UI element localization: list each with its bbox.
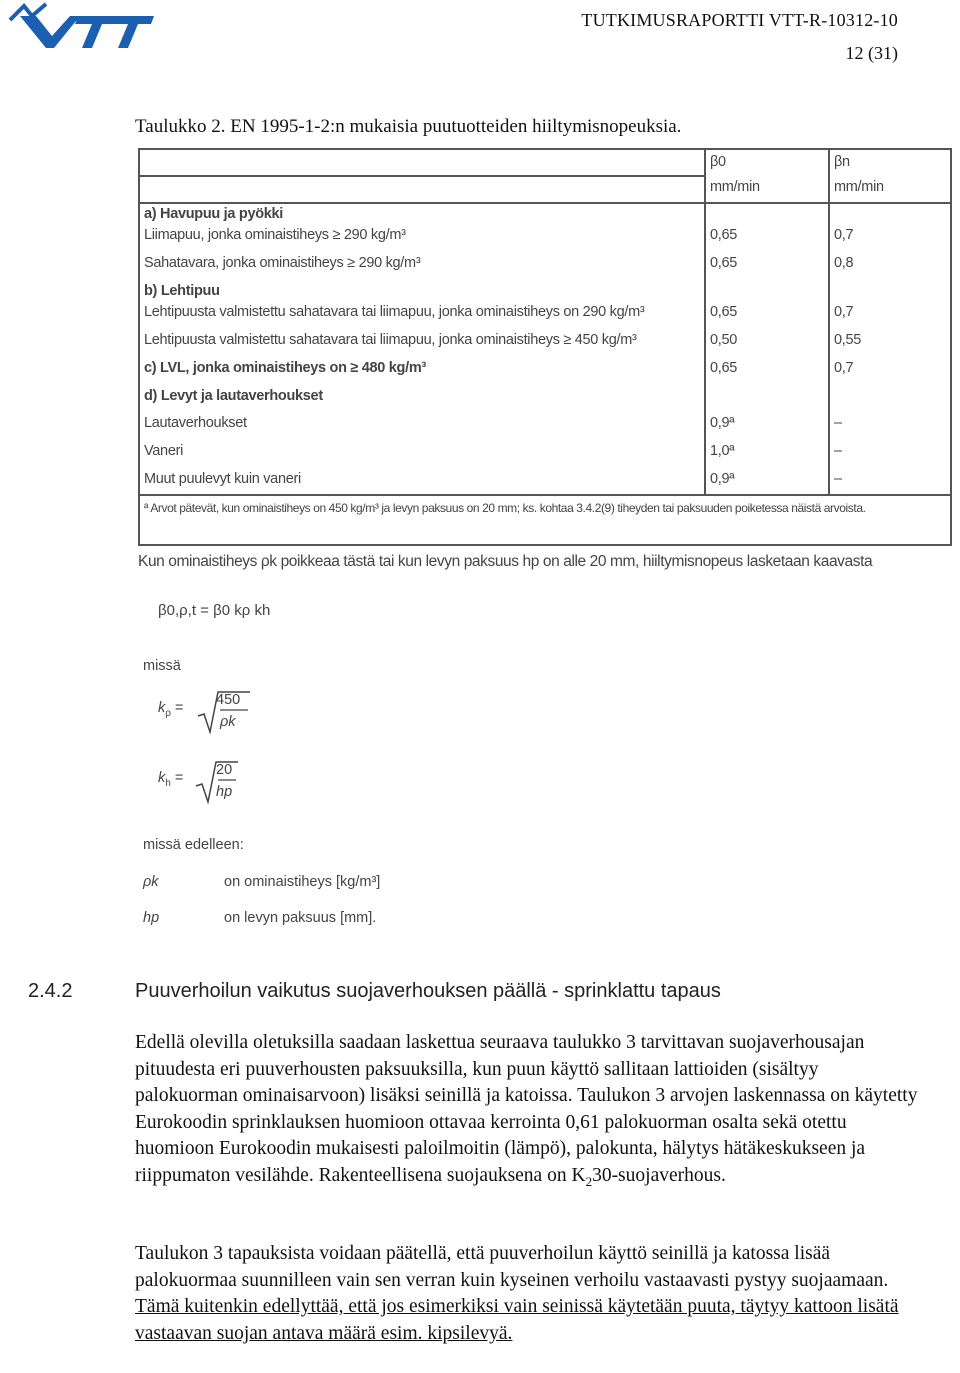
table-row-label: c) LVL, jonka ominaistiheys on ≥ 480 kg/m³: [144, 360, 426, 376]
where-label: missä: [143, 658, 181, 674]
table-row-beta0: 0,9ª: [710, 471, 735, 487]
table-row-betan: –: [834, 443, 842, 459]
table-row-betan: –: [834, 415, 842, 431]
kh-numerator: 20: [216, 762, 233, 778]
paragraph-1-tail: 30-suojaverhous.: [592, 1164, 726, 1186]
table-row-label: d) Levyt ja lautaverhoukset: [144, 388, 323, 404]
hp-symbol: hp: [143, 910, 160, 926]
table-row-label: b) Lehtipuu: [144, 283, 220, 299]
kp-denominator: ρk: [220, 714, 236, 730]
table-row-beta0: 0,65: [710, 304, 738, 320]
table-row-betan: 0,7: [834, 227, 854, 243]
kh-denominator: hp: [216, 784, 233, 800]
paragraph-2: [135, 1241, 925, 1347]
betan-unit: mm/min: [834, 179, 884, 195]
paragraph-1-text: Edellä olevilla oletuksilla saadaan laskettua seuraava taulukko 3 tarvittavan suojaverhousajan pituudesta eri puuverhousten paksuuksilla, kun puun käyttö sallitaan lattioiden (sisältyy palokuorman ominaisarvoon) lisäksi seinillä ja katoissa. Taulukon 3 arvojen laskennassa on käytetty Eurokoodin sprinklauksen huomioon ottavaa kerrointa 0,61 palokuorman osalta sekä otettu huomioon Eurokoodin mukaisesti paloilmoitin (lämpö), palokunta, hälytys hätäkeskukseen ja riippumaton vesilähde. Rakenteellisena suojauksena on K: [135, 1032, 918, 1186]
table-row-beta0: 0,65: [710, 360, 738, 376]
rho-description: on ominaistiheys [kg/m³]: [224, 874, 381, 890]
table-row-beta0: 0,9ª: [710, 415, 735, 431]
table-footnote: ª Arvot pätevät, kun ominaistiheys on 450 kg/m³ ja levyn paksuus on 20 mm; ks. kohtaa 3.4.2(9) tiheyden tai paksuuden poiketessa näistä arvoista.: [144, 501, 866, 515]
formula-kh: $k_h$ = 20 hp: [158, 760, 278, 804]
table-row-label: Muut puulevyt kuin vaneri: [144, 471, 301, 487]
formula-main: β0,ρ,t = β0 kρ kh: [158, 602, 271, 619]
paragraph-1-subscript: 2: [585, 1173, 593, 1189]
formula-kp: $k_\rho$ = 450 ρk: [158, 690, 278, 734]
vtt-logo: [6, 2, 156, 57]
where-again-label: missä edelleen:: [143, 837, 244, 853]
table-row-label: Liimapuu, jonka ominaistiheys ≥ 290 kg/m³: [144, 227, 406, 243]
table-row-betan: 0,7: [834, 360, 854, 376]
hp-description: on levyn paksuus [mm].: [224, 910, 377, 926]
paragraph-2-text: Taulukon 3 tapauksista voidaan päätellä, että puuverhoilun käyttö seinillä ja katossa lisää palokuormaa suunnilleen vain sen verran kuin kyseinen verhoilu vastaavasti pystyy suojaamaan.: [135, 1243, 889, 1291]
table-caption: Taulukko 2. EN 1995-1-2:n mukaisia puutuotteiden hiiltymisnopeuksia.: [135, 116, 682, 137]
table-row-betan: –: [834, 471, 842, 487]
rho-symbol: ρk: [143, 874, 159, 890]
table-row-label: Sahatavara, jonka ominaistiheys ≥ 290 kg/m³: [144, 255, 421, 271]
betan-header: βn: [834, 154, 850, 170]
table-row-label: Lautaverhoukset: [144, 415, 247, 431]
table-row-beta0: 1,0ª: [710, 443, 735, 459]
paragraph-2-underlined: Tämä kuitenkin edellyttää, että jos esimerkiksi vain seinissä käytetään puuta, täytyy kattoon lisätä vastaavan suojan antava määrä esim. kipsilevyä.: [135, 1296, 899, 1344]
beta0-header: β0: [710, 154, 726, 170]
section-number: 2.4.2: [28, 980, 73, 1002]
burn-rate-table: [138, 148, 952, 546]
table-row-betan: 0,7: [834, 304, 854, 320]
table-row-betan: 0,8: [834, 255, 854, 271]
kp-numerator: 450: [216, 692, 241, 708]
report-id: TUTKIMUSRAPORTTI VTT-R-10312-10: [581, 10, 898, 30]
table-row-beta0: 0,50: [710, 332, 738, 348]
table-row-beta0: 0,65: [710, 227, 738, 243]
beta0-unit: mm/min: [710, 179, 760, 195]
page-number: 12 (31): [845, 43, 898, 63]
table-row-betan: 0,55: [834, 332, 862, 348]
table-row-beta0: 0,65: [710, 255, 738, 271]
paragraph-1: [135, 1030, 925, 1195]
table-row-label: Lehtipuusta valmistettu sahatavara tai liimapuu, jonka ominaistiheys on 290 kg/m³: [144, 304, 645, 320]
table-row-label: Lehtipuusta valmistettu sahatavara tai liimapuu, jonka ominaistiheys ≥ 450 kg/m³: [144, 332, 637, 348]
table-row-label: a) Havupuu ja pyökki: [144, 206, 284, 222]
table-row-label: Vaneri: [144, 443, 184, 459]
section-title: Puuverhoilun vaikutus suojaverhouksen päällä - sprinklattu tapaus: [135, 980, 721, 1002]
vtt-logo-mark: [6, 2, 156, 52]
formula-intro: Kun ominaistiheys ρk poikkeaa tästä tai kun levyn paksuus hp on alle 20 mm, hiiltymisnopeus lasketaan kaavasta: [138, 553, 873, 570]
